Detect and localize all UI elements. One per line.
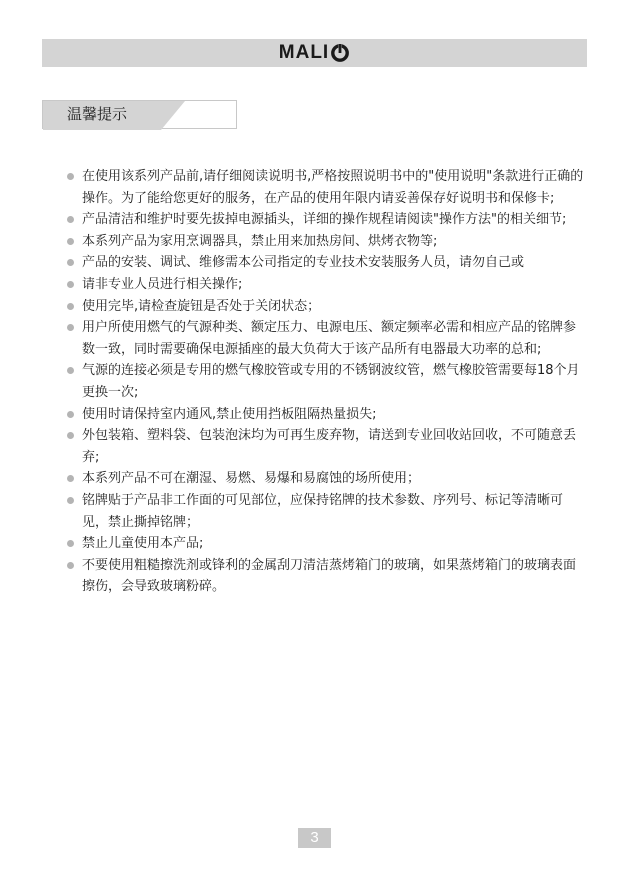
notice-text: 产品的安装、调试、维修需本公司指定的专业技术安装服务人员，请勿自己或 — [82, 255, 525, 271]
bullet-dot-icon — [67, 432, 74, 439]
bullet-dot-icon — [67, 303, 74, 310]
list-item — [66, 166, 586, 209]
list-item — [66, 490, 586, 533]
notice-text: 铭牌贴于产品非工作面的可见部位，应保持铭牌的技术参数、序列号、标记等清晰可见，禁止撕掉铭牌； — [82, 492, 564, 530]
brand-name: MALI — [278, 42, 330, 63]
bullet-dot-icon — [67, 238, 74, 245]
list-item — [66, 317, 586, 360]
bullet-dot-icon — [67, 367, 74, 374]
list-item — [66, 555, 586, 598]
notice-text: 在使用该系列产品前,请仔细阅读说明书,严格按照说明书中的"使用说明"条款进行正确的操作。为了能给您更好的服务，在产品的使用年限内请妥善保存好说明书和保修卡; — [82, 169, 584, 206]
list-item — [66, 252, 586, 274]
bullet-dot-icon — [67, 497, 74, 504]
bullet-dot-icon — [67, 475, 74, 482]
list-item — [66, 404, 586, 426]
notice-text: 外包装箱、塑料袋、包装泡沫均为可再生废弃物，请送到专业回收站回收，不可随意丢弃; — [82, 428, 577, 465]
notice-text: 禁止儿童使用本产品; — [82, 536, 204, 552]
notice-text: 本系列产品为家用烹调器具，禁止用来加热房间、烘烤衣物等; — [82, 233, 438, 249]
list-item — [66, 468, 586, 490]
bullet-dot-icon — [67, 216, 74, 223]
section-tab — [42, 100, 237, 129]
bullet-dot-icon — [67, 281, 74, 288]
list-item — [66, 533, 586, 555]
list-item — [66, 296, 586, 318]
notice-list — [66, 166, 586, 598]
notice-text: 请非专业人员进行相关操作; — [82, 276, 243, 292]
notice-text: 使用时请保持室内通风,禁止使用挡板阻隔热量损失; — [82, 406, 377, 422]
header-bar — [42, 39, 587, 67]
list-item — [66, 425, 586, 468]
list-item — [66, 360, 586, 403]
bullet-dot-icon — [67, 540, 74, 547]
bullet-dot-icon — [67, 562, 74, 569]
notice-text: 本系列产品不可在潮湿、易燃、易爆和易腐蚀的场所使用； — [82, 471, 421, 487]
list-item — [66, 231, 586, 253]
notice-text: 使用完毕,请检查旋钮是否处于关闭状态； — [82, 298, 321, 314]
bullet-dot-icon — [67, 324, 74, 331]
power-o-icon — [330, 43, 350, 63]
bullet-dot-icon — [67, 259, 74, 266]
section-title: 温馨提示 — [67, 105, 128, 123]
notice-text: 用户所使用燃气的气源种类、额定压力、电源电压、额定频率必需和相应产品的铭牌参数一致，同时需要确保电源插座的最大负荷大于该产品所有电器最大功率的总和; — [82, 320, 577, 357]
list-item — [66, 274, 586, 296]
list-item — [66, 209, 586, 231]
bullet-dot-icon — [67, 173, 74, 180]
notice-text: 产品清洁和维护时要先拔掉电源插头，详细的操作规程请阅读"操作方法"的相关细节; — [82, 212, 567, 228]
page-number: 3 — [298, 828, 331, 848]
brand-logo — [42, 42, 587, 64]
bullet-dot-icon — [67, 411, 74, 418]
notice-text: 气源的连接必须是专用的燃气橡胶管或专用的不锈钢波纹管，燃气橡胶管需要每18个月更换一次; — [82, 363, 580, 400]
notice-text: 不要使用粗糙擦洗剂或锋利的金属刮刀清洁蒸烤箱门的玻璃，如果蒸烤箱门的玻璃表面擦伤，会导致玻璃粉碎。 — [82, 557, 577, 595]
